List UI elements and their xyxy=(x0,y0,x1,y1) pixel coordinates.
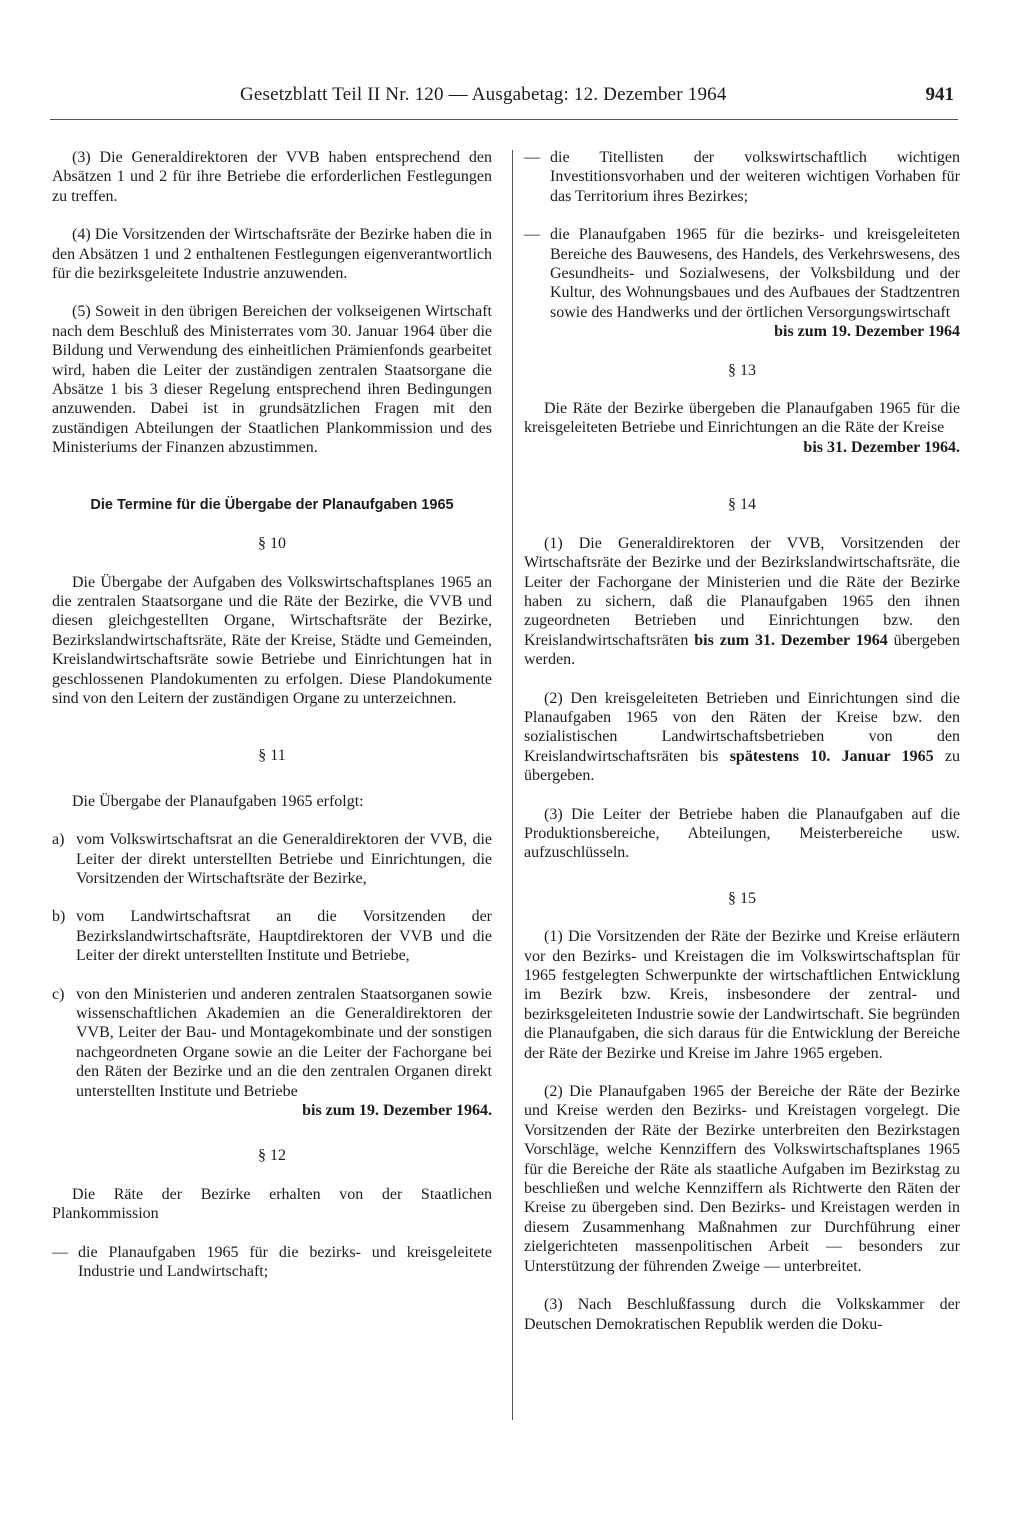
list-item xyxy=(52,907,492,965)
list-item-text: die Planaufgaben 1965 für die bezirks- und kreisgeleitete Industrie und Landwirtschaft; xyxy=(78,1243,492,1281)
section-14-paragraph-1 xyxy=(524,534,960,670)
list-item xyxy=(52,830,492,888)
section-14-title: § 14 xyxy=(728,496,756,514)
dash-marker: — xyxy=(524,226,540,244)
section-11-title: § 11 xyxy=(258,747,286,765)
text-run: zu übergeben. xyxy=(524,747,960,785)
list-item-text: von den Ministerien und anderen zentralen Staatsorganen sowie wissenschaftlichen Akademien an die Generaldirektoren der VVB, Leiter der Bau- und Montagekombinate und der sonstigen nachgeordneten Organe sowie an die Leiter der Fachorgane bei den Räten der Bezirke und an die den zentralen Organen direkt unterstellten Institute und Betriebe xyxy=(76,985,492,1100)
section-10-title: § 10 xyxy=(258,535,286,553)
paragraph-3: (3) Die Generaldirektoren der VVB haben entsprechend den Absätzen 1 und 2 für ihre Betriebe die erforderlichen Festlegungen zu treffen. xyxy=(52,149,492,205)
list-item-text: die Titellisten der volkswirtschaftlich wichtigen Investitionsvorhaben und der weiteren wichtigen Vorhaben für das Territorium ihres Bezirkes; xyxy=(550,149,960,205)
list-item-label: c) xyxy=(52,985,65,1003)
deadline-bold: bis zum 31. Dezember 1964 xyxy=(694,631,888,649)
paragraph-5: (5) Soweit in den übrigen Bereichen der volkseigenen Wirtschaft nach dem Beschluß des Ministerrates vom 30. Januar 1964 über die Bildung und Verwendung des einheitlichen Prämienfonds gearbeitet wird, haben die Leiter der zuständigen zentralen Staatsorgane die Absätze 1 bis 3 dieser Regelung entsprechend ihren Bedingungen anzuwenden. Dabei ist in grundsätzlichen Fragen mit den zuständigen Abteilungen der Staatlichen Plankommission und des Ministeriums der Finanzen abzustimmen. xyxy=(52,303,492,457)
page-header xyxy=(40,84,958,114)
section-10-text: Die Übergabe der Aufgaben des Volkswirtschaftsplanes 1965 an die zentralen Staatsorgane und die Räte der Bezirke, die VVB und diesen gleichgestellten Organe, Wirtschaftsräte der Bezirke, Bezirkslandwirtschaftsräte, Räte der Kreise, Städte und Gemeinden, Kreislandwirtschaftsräte sowie Betriebe und Einrichtungen hat in geschlossenen Plandokumenten zu erfolgen. Diese Plandokumente sind von den Leitern der zuständigen Organe zu unterzeichnen. xyxy=(52,573,492,707)
section-15-paragraph-3: (3) Nach Beschlußfassung durch die Volkskammer der Deutschen Demokratischen Republik werden die Doku- xyxy=(524,1296,960,1333)
section-13-text: Die Räte der Bezirke übergeben die Planaufgaben 1965 für die kreisgeleiteten Betriebe und Einrichtungen an die Räte der Kreise xyxy=(524,400,960,437)
deadline-bold: spätestens 10. Januar 1965 xyxy=(729,747,934,765)
left-column xyxy=(52,148,492,1281)
list-item-text: vom Landwirtschaftsrat an die Vorsitzenden der Bezirkslandwirtschaftsräte, Hauptdirektoren der VVB und die Leiter der direkt unterstellten Institute und Betriebe, xyxy=(76,908,492,965)
list-item xyxy=(52,1243,492,1282)
right-column xyxy=(524,148,960,1334)
page-number: 941 xyxy=(925,84,954,105)
header-title: Gesetzblatt Teil II Nr. 120 — Ausgabetag: 12. Dezember 1964 xyxy=(240,84,727,105)
column-divider xyxy=(512,150,513,1420)
text-run: (1) Die Generaldirektoren der VVB, Vorsitzenden der Wirtschaftsräte der Bezirke und der Bezirkslandwirtschaftsräte, die Leiter der Fachorgane der Ministerien und die Räte der Bezirke haben zu sichern, daß die Planaufgaben 1965 den ihnen zugeordneten Betrieben und Einrichtungen bzw. den Kreislandwirtschaftsräten xyxy=(524,534,960,649)
list-item xyxy=(52,985,492,1101)
dash-marker: — xyxy=(52,1243,68,1261)
list-item-text: vom Volkswirtschaftsrat an die Generaldirektoren der VVB, die Leiter der direkt unterstellten Betriebe und Einrichtungen, die Vorsitzenden der Wirtschaftsräte der Bezirke, xyxy=(76,831,492,887)
list-item xyxy=(524,225,960,322)
list-item xyxy=(524,148,960,206)
dash-marker: — xyxy=(524,149,540,166)
section-15-paragraph-1: (1) Die Vorsitzenden der Räte der Bezirke und Kreise erläutern vor den Bezirks- und Kreistagen die im Volkswirtschaftsplan für 1965 festgelegten Schwerpunkte der wirtschaftlichen Entwicklung im Bezirk bzw. Kreis, insbesondere der zentral- und bezirksgeleiteten Industrie sowie der Landwirtschaft. Sie begründen die Planaufgaben, die sich daraus für die Entwicklung der Bereiche der Räte der Bezirke und Kreise im Jahre 1965 ergeben. xyxy=(524,928,960,1062)
section-15-paragraph-2: (2) Die Planaufgaben 1965 der Bereiche der Räte der Bezirke und Kreise werden den Bezirks- und Kreistagen vorgelegt. Die Vorsitzenden der Räte der Bezirke unterbreiten den Bezirkstagen Vorschläge, welche Kennziffern des Volkswirtschaftsplanes 1965 für die Bereiche der Räte als staatliche Aufgaben im Bezirkstag zu beschließen und welche Kennziffern als Richtwerte den Räten der Kreise zu übergeben sind. Den Bezirks- und Kreistagen werden in diesem Zusammenhang Maßnahmen zur Durchführung einer zielgerichteten massenpolitischen Arbeit — besonders zur Unterstützung der führenden Zweige — unterbreitet. xyxy=(524,1083,960,1275)
section-14-paragraph-2 xyxy=(524,689,960,786)
section-11-deadline: bis zum 19. Dezember 1964. xyxy=(302,1102,492,1120)
text-run: (2) Den kreisgeleiteten Betrieben und Einrichtungen sind die Planaufgaben 1965 von den Räten der Kreise bzw. den sozialistischen Landwirtschaftsbetrieben von den Kreislandwirtschaftsräten bis xyxy=(524,689,960,765)
list-item-text: die Planaufgaben 1965 für die bezirks- und kreisgeleiteten Bereiche des Bauwesens, des Handels, des Verkehrswesens, des Gesundheits- und Sozialwesens, der Volksbildung und der Kultur, des Wohnungsbaues und des Aufbaues der Stadtzentren sowie des Handwerks und der örtlichen Versorgungswirtschaft xyxy=(550,226,960,321)
list-item-label: b) xyxy=(52,908,66,926)
section-heading: Die Termine für die Übergabe der Planaufgaben 1965 xyxy=(90,496,454,513)
section-12-deadline: bis zum 19. Dezember 1964 xyxy=(774,323,960,341)
section-13-deadline: bis 31. Dezember 1964. xyxy=(803,438,960,456)
section-14-paragraph-3: (3) Die Leiter der Betriebe haben die Planaufgaben auf die Produktionsbereiche, Abteilungen, Meisterbereiche usw. aufzuschlüsseln. xyxy=(524,805,960,862)
list-item-label: a) xyxy=(52,831,65,849)
paragraph-4: (4) Die Vorsitzenden der Wirtschaftsräte der Bezirke haben die in den Absätzen 1 und 2 enthaltenen Festlegungen eigenverantwortlich für die bezirksgeleitete Industrie anzuwenden. xyxy=(52,226,492,283)
section-13-title: § 13 xyxy=(728,361,756,379)
section-12-intro: Die Räte der Bezirke erhalten von der Staatlichen Plankommission xyxy=(52,1185,492,1223)
text-run: übergeben werden. xyxy=(524,631,961,669)
section-15-title: § 15 xyxy=(728,889,756,907)
section-12-title: § 12 xyxy=(258,1147,286,1165)
section-11-intro: Die Übergabe der Planaufgaben 1965 erfolgt: xyxy=(72,792,364,810)
header-rule xyxy=(50,119,958,120)
